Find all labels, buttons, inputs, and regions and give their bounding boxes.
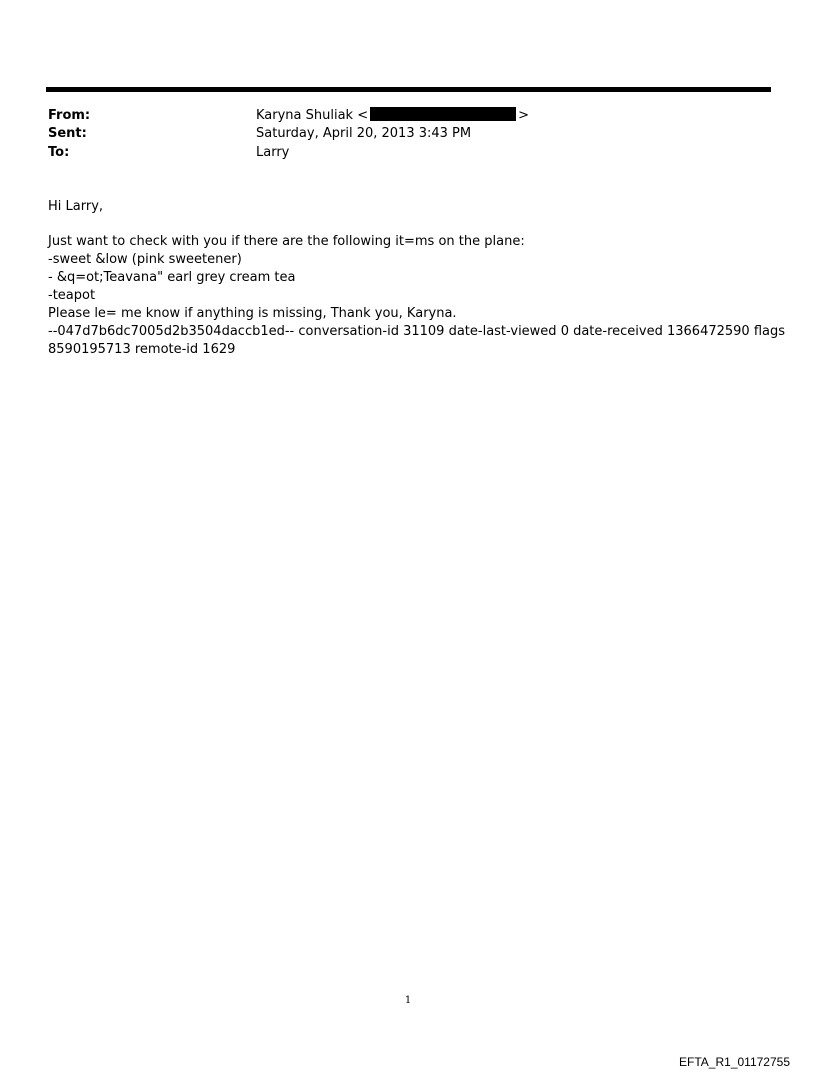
page-number: 1 (404, 995, 412, 1006)
to-value: Larry (256, 145, 290, 160)
email-body-line: -teapot (48, 288, 96, 303)
sent-label: Sent: (48, 126, 87, 141)
email-body-line: Please le= me know if anything is missing, Thank you, Karyna. (48, 306, 457, 321)
email-metadata-line: --047d7b6dc7005d2b3504daccb1ed-- conversation-id 31109 date-last-viewed 0 date-received 1366472590 flags (48, 324, 786, 339)
sent-row (48, 125, 748, 143)
email-body-line: - &q=ot;Teavana" earl grey cream tea (48, 270, 296, 285)
sender-close-bracket: > (518, 108, 530, 123)
to-row (48, 144, 748, 162)
email-body-line: Just want to check with you if there are the following it=ms on the plane: (48, 234, 525, 249)
email-metadata-line: 8590195713 remote-id 1629 (48, 342, 236, 357)
email-body-line: -sweet &low (pink sweetener) (48, 252, 242, 267)
email-greeting: Hi Larry, (48, 199, 104, 214)
bates-number: EFTA_R1_01172755 (679, 1055, 790, 1069)
header-divider (46, 87, 771, 92)
sent-value: Saturday, April 20, 2013 3:43 PM (256, 126, 472, 141)
from-label: From: (48, 108, 91, 123)
from-value (256, 107, 529, 125)
redaction-block (370, 107, 516, 121)
to-label: To: (48, 145, 70, 160)
sender-name: Karyna Shuliak < (256, 108, 369, 123)
from-row (48, 107, 748, 125)
